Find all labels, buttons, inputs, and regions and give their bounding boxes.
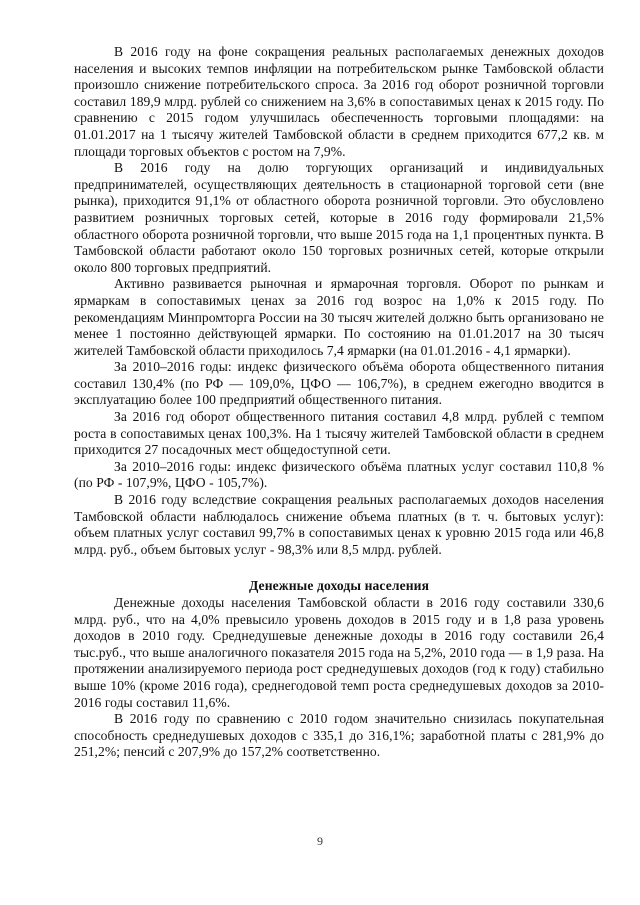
paragraph-retail-chains: В 2016 году на долю торгующих организаций и индивидуальных предпринимателей, осуществляющих деятельность в стационарной торговой сети (вне рынка), приходится 91,1% от областного оборота розничной торговли. Это обусловлено развитием розничных торговых сетей, которые в 2016 году формировали 21,5% областного оборота розничной торговли, что выше 2015 года на 1,1 процентных пункта. В Тамбовской области работают около 150 торговых розничных сетей, которые открыли около 800 торговых предприятий. (74, 160, 604, 275)
paragraph-paid-services-volume: В 2016 году вследствие сокращения реальных располагаемых доходов населения Тамбовской области наблюдалось снижение объема платных (в т. ч. бытовых услуг): объем платных услуг составил 99,7% в сопоставимых ценах к уровню 2015 года или 46,8 млрд. руб., объем бытовых услуг - 98,3% или 8,5 млрд. рублей. (74, 492, 604, 557)
paragraph-catering-index: За 2010–2016 годы: индекс физического объёма оборота общественного питания составил 130,4% (по РФ — 109,0%, ЦФО — 106,7%), в среднем ежегодно вводится в эксплуатацию более 100 предприятий общественного питания. (74, 359, 604, 408)
page-number: 9 (317, 834, 323, 848)
page-body (74, 44, 604, 761)
paragraph-catering-turnover: За 2016 год оборот общественного питания составил 4,8 млрд. рублей с темпом роста в сопоставимых ценах 100,3%. На 1 тысячу жителей Тамбовской области в среднем приходится 27 посадочных мест общедоступной сети. (74, 409, 604, 458)
paragraph-purchasing-power: В 2016 году по сравнению с 2010 годом значительно снизилась покупательная способность среднедушевых доходов с 335,1 до 316,1%; заработной платы с 281,9% до 251,2%; пенсий с 207,9% до 157,2% соответственно. (74, 711, 604, 760)
section-heading: Денежные доходы населения (248, 578, 430, 594)
paragraph-fair-trade: Активно развивается рыночная и ярмарочная торговля. Оборот по рынкам и ярмаркам в сопоставимых ценах за 2016 год возрос на 1,0% к 2015 году. По рекомендациям Минпромторга России на 30 тысяч жителей должно быть организовано не менее 1 постоянно действующей ярмарки. По состоянию на 01.01.2017 на 30 тысяч жителей Тамбовской области приходилось 7,4 ярмарки (на 01.01.2016 - 4,1 ярмарки). (74, 276, 604, 358)
paragraph-paid-services-index: За 2010–2016 годы: индекс физического объёма платных услуг составил 110,8 % (по РФ - 107,9%, ЦФО - 105,7%). (74, 458, 604, 491)
paragraph-cash-income: Денежные доходы населения Тамбовской области в 2016 году составили 330,6 млрд. руб., что на 4,0% превысило уровень доходов в 2015 году и в 1,8 раза уровень доходов в 2010 году. Среднедушевые денежные доходы в 2016 году составили 26,4 тыс.руб., что выше аналогичного показателя 2015 года на 5,2%, 2010 года — в 1,9 раза. На протяжении анализируемого периода рост среднедушевых доходов (год к году) стабильно выше 10% (кроме 2016 года), среднегодовой темп роста среднедушевых доходов за 2010-2016 годы составил 11,6%. (74, 595, 604, 710)
paragraph-retail-turnover: В 2016 году на фоне сокращения реальных располагаемых денежных доходов населения и высоких темпов инфляции на потребительском рынке Тамбовской области произошло снижение потребительского спроса. За 2016 год оборот розничной торговли составил 189,9 млрд. рублей со снижением на 3,6% в сопоставимых ценах к 2015 году. По сравнению с 2015 годом улучшилась обеспеченность торговыми площадями: на 01.01.2017 на 1 тысячу жителей Тамбовской области в среднем приходится 677,2 кв. м площади торговых объектов с ростом на 7,9%. (74, 44, 604, 159)
